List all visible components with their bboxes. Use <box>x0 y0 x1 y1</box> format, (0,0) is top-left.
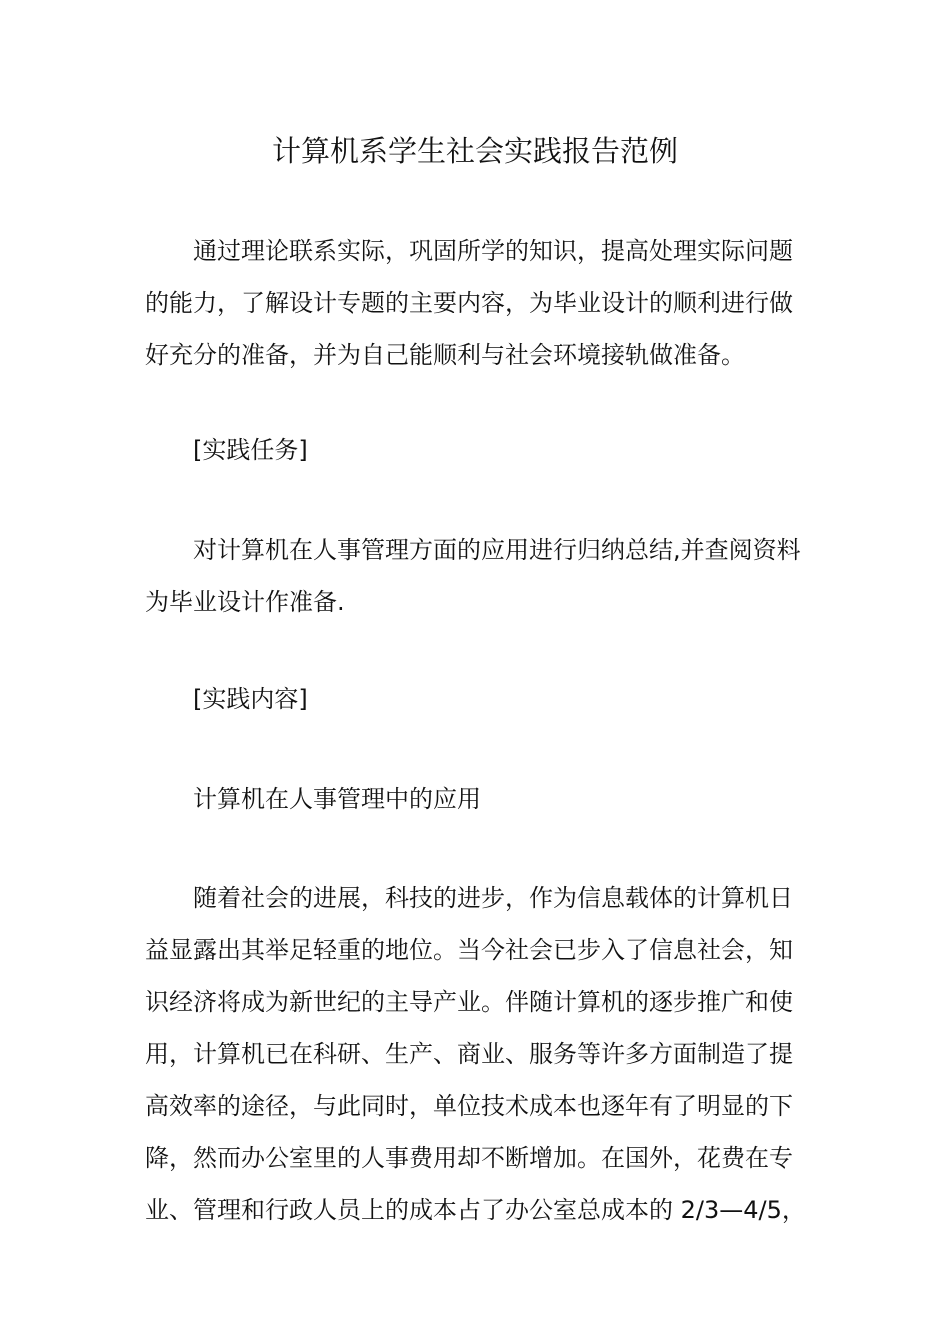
heading-content: [实践内容] <box>193 685 308 713</box>
paragraph-line: 通过理论联系实际，巩固所学的知识，提高处理实际问题 <box>193 237 793 265</box>
subheading: 计算机在人事管理中的应用 <box>193 785 481 813</box>
paragraph-line: 的能力，了解设计专题的主要内容，为毕业设计的顺利进行做 <box>145 289 793 317</box>
paragraph-line: 为毕业设计作准备. <box>145 588 345 616</box>
heading-task: [实践任务] <box>193 436 308 464</box>
paragraph-body <box>145 872 805 1236</box>
paragraph-line: 好充分的准备，并为自己能顺利与社会环境接轨做准备。 <box>145 341 745 369</box>
paragraph-line: 随着社会的进展，科技的进步，作为信息载体的计算机日 <box>193 884 793 912</box>
paragraph-line: 用，计算机已在科研、生产、商业、服务等许多方面制造了提 <box>145 1040 793 1068</box>
paragraph-intro <box>145 225 805 381</box>
paragraph-line: 降，然而办公室里的人事费用却不断增加。在国外，花费在专 <box>145 1144 793 1172</box>
paragraph-line: 业、管理和行政人员上的成本占了办公室总成本的 2/3—4/5， <box>145 1196 806 1224</box>
paragraph-line: 高效率的途径，与此同时，单位技术成本也逐年有了明显的下 <box>145 1092 793 1120</box>
paragraph-line: 益显露出其举足轻重的地位。当今社会已步入了信息社会，知 <box>145 936 793 964</box>
document-title: 计算机系学生社会实践报告范例 <box>271 134 678 168</box>
paragraph-line: 识经济将成为新世纪的主导产业。伴随计算机的逐步推广和使 <box>145 988 793 1016</box>
paragraph-line: 对计算机在人事管理方面的应用进行归纳总结,并查阅资料 <box>193 536 801 564</box>
paragraph-task <box>145 524 805 628</box>
